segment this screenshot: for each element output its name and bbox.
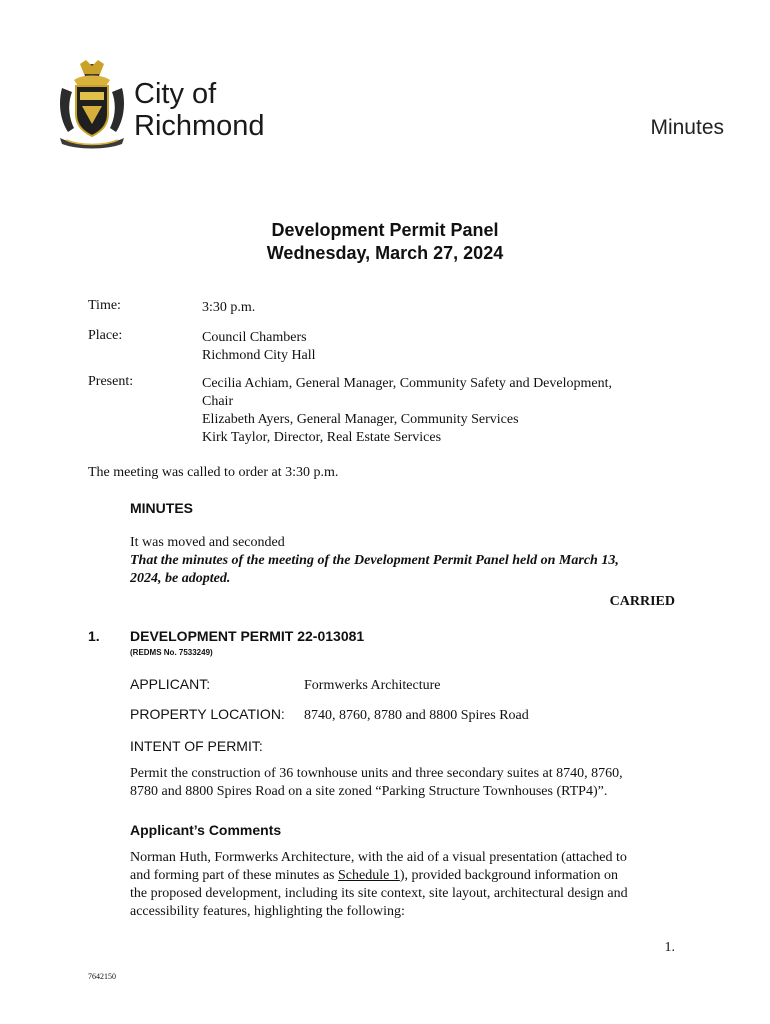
place-label: Place:	[88, 328, 123, 343]
page-number: 1.	[664, 940, 675, 955]
item-heading: DEVELOPMENT PERMIT 22-013081	[130, 628, 365, 644]
comments-line: accessibility features, highlighting the following:	[130, 904, 405, 919]
place-line: Richmond City Hall	[202, 348, 316, 363]
moved-text: It was moved and seconded	[130, 535, 285, 550]
present-label: Present:	[88, 374, 134, 389]
applicant-label: APPLICANT:	[130, 676, 211, 692]
comments-line: the proposed development, including its site context, site layout, architectural design and	[130, 886, 628, 901]
call-to-order: The meeting was called to order at 3:30 p.m.	[88, 465, 339, 480]
intent-line: 8780 and 8800 Spires Road on a site zoned “Parking Structure Townhouses (RTP4)”.	[130, 784, 608, 799]
page-title: Development Permit Panel	[271, 220, 499, 240]
item-number: 1.	[88, 628, 100, 644]
comments-text: and forming part of these minutes as	[130, 868, 339, 883]
attendee-line: Elizabeth Ayers, General Manager, Community Services	[202, 412, 519, 427]
comments-line: Norman Huth, Formwerks Architecture, with the aid of a visual presentation (attached to	[130, 850, 627, 865]
attendee-line: Chair	[202, 394, 234, 409]
attendee-line: Cecilia Achiam, General Manager, Community Safety and Development,	[202, 376, 612, 391]
city-crest-icon	[56, 58, 128, 150]
motion-line: 2024, be adopted.	[130, 571, 231, 586]
applicant-value: Formwerks Architecture	[304, 678, 441, 693]
motion-result: CARRIED	[609, 594, 675, 609]
org-name-line2: Richmond	[134, 110, 265, 142]
place-line: Council Chambers	[202, 330, 307, 345]
attendee-line: Kirk Taylor, Director, Real Estate Services	[202, 430, 442, 445]
property-location-label: PROPERTY LOCATION:	[130, 706, 285, 722]
redms-reference: (REDMS No. 7533249)	[130, 648, 213, 657]
meeting-date: Wednesday, March 27, 2024	[266, 243, 504, 263]
document-id: 7642150	[88, 972, 116, 981]
comments-line	[130, 866, 618, 885]
intent-line: Permit the construction of 36 townhouse units and three secondary suites at 8740, 8760,	[130, 766, 623, 781]
time-value: 3:30 p.m.	[202, 300, 256, 315]
time-label: Time:	[88, 298, 121, 313]
motion-line: That the minutes of the meeting of the Development Permit Panel held on March 13,	[130, 553, 619, 568]
section-heading-minutes: MINUTES	[130, 500, 193, 516]
property-location-value: 8740, 8760, 8780 and 8800 Spires Road	[304, 708, 529, 723]
org-name-line1: City of	[134, 78, 217, 110]
document-type: Minutes	[650, 116, 724, 139]
applicant-comments-heading: Applicant’s Comments	[130, 822, 282, 838]
comments-text: ), provided background information on	[399, 868, 618, 883]
schedule-reference: Schedule 1	[338, 868, 400, 883]
intent-label: INTENT OF PERMIT:	[130, 738, 263, 754]
